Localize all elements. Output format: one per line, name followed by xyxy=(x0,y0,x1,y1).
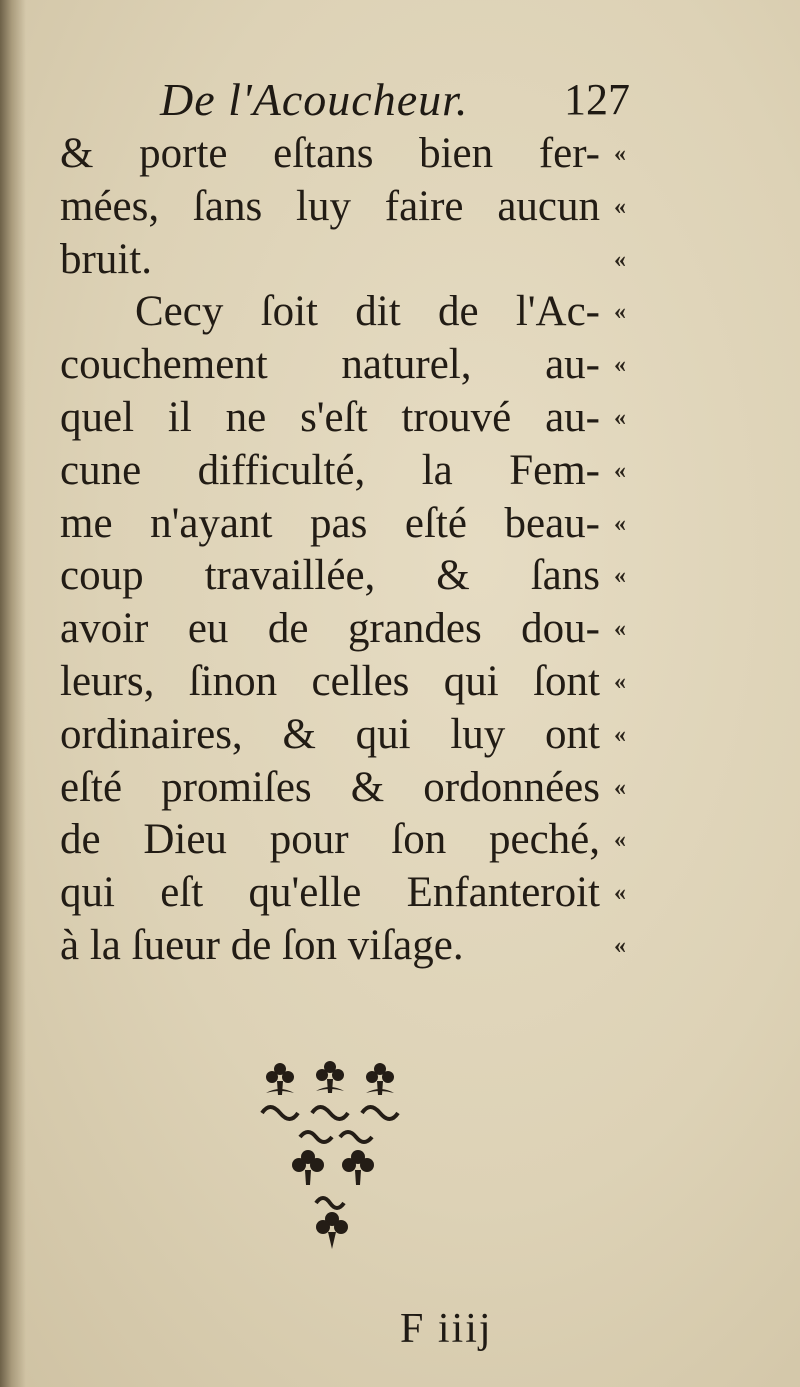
text-line: cune difficulté, la Fem- xyxy=(60,446,600,494)
running-title: De l'Acoucheur. xyxy=(160,74,469,125)
quote-mark: « xyxy=(614,457,626,484)
page-header xyxy=(160,70,640,130)
text-line: bruit. xyxy=(60,235,152,283)
quote-mark: « xyxy=(614,721,626,748)
page-number: 127 xyxy=(564,75,630,124)
text-line: Cecy ſoit dit de l'Ac- xyxy=(135,288,600,336)
text-line: couchement naturel, au- xyxy=(60,341,600,389)
text-line: quel il ne s'eſt trouvé au- xyxy=(60,393,600,441)
quote-mark: « xyxy=(614,616,626,643)
text-line: coup travaillée, & ſans xyxy=(60,552,600,600)
signature-mark: F iiij xyxy=(400,1306,493,1352)
text-line: eſté promiſes & ordonnées xyxy=(60,763,600,811)
quote-mark: « xyxy=(614,141,626,167)
quote-mark: « xyxy=(614,352,626,379)
quote-mark: « xyxy=(614,880,626,907)
quote-mark: « xyxy=(614,827,626,854)
text-line: ordinaires, & qui luy ont xyxy=(60,710,600,758)
text-line: me n'ayant pas eſté beau- xyxy=(60,499,600,547)
quote-mark: « xyxy=(614,774,626,801)
marginal-quote-marks xyxy=(600,128,640,973)
quote-mark: « xyxy=(614,193,626,220)
quote-mark: « xyxy=(614,246,626,273)
text-line: de Dieu pour ſon peché, xyxy=(60,816,600,864)
quote-mark: « xyxy=(614,932,626,959)
quote-mark: « xyxy=(614,563,626,590)
text-line: & porte eſtans bien fer- xyxy=(60,130,600,177)
quote-mark: « xyxy=(614,510,626,537)
text-line: à la ſueur de ſon viſage. xyxy=(60,921,464,969)
text-line: leurs, ſinon celles qui ſont xyxy=(60,657,600,705)
text-line: qui eſt qu'elle Enfanteroit xyxy=(60,869,600,917)
text-line: mées, ſans luy faire aucun xyxy=(60,182,600,230)
binding-shadow xyxy=(0,0,26,1387)
fleuron-ornament-icon xyxy=(250,1055,410,1255)
text-line: avoir eu de grandes dou- xyxy=(60,605,600,653)
quote-mark: « xyxy=(614,404,626,431)
quote-mark: « xyxy=(614,668,626,695)
body-text xyxy=(60,128,600,973)
quote-mark: « xyxy=(614,299,626,326)
